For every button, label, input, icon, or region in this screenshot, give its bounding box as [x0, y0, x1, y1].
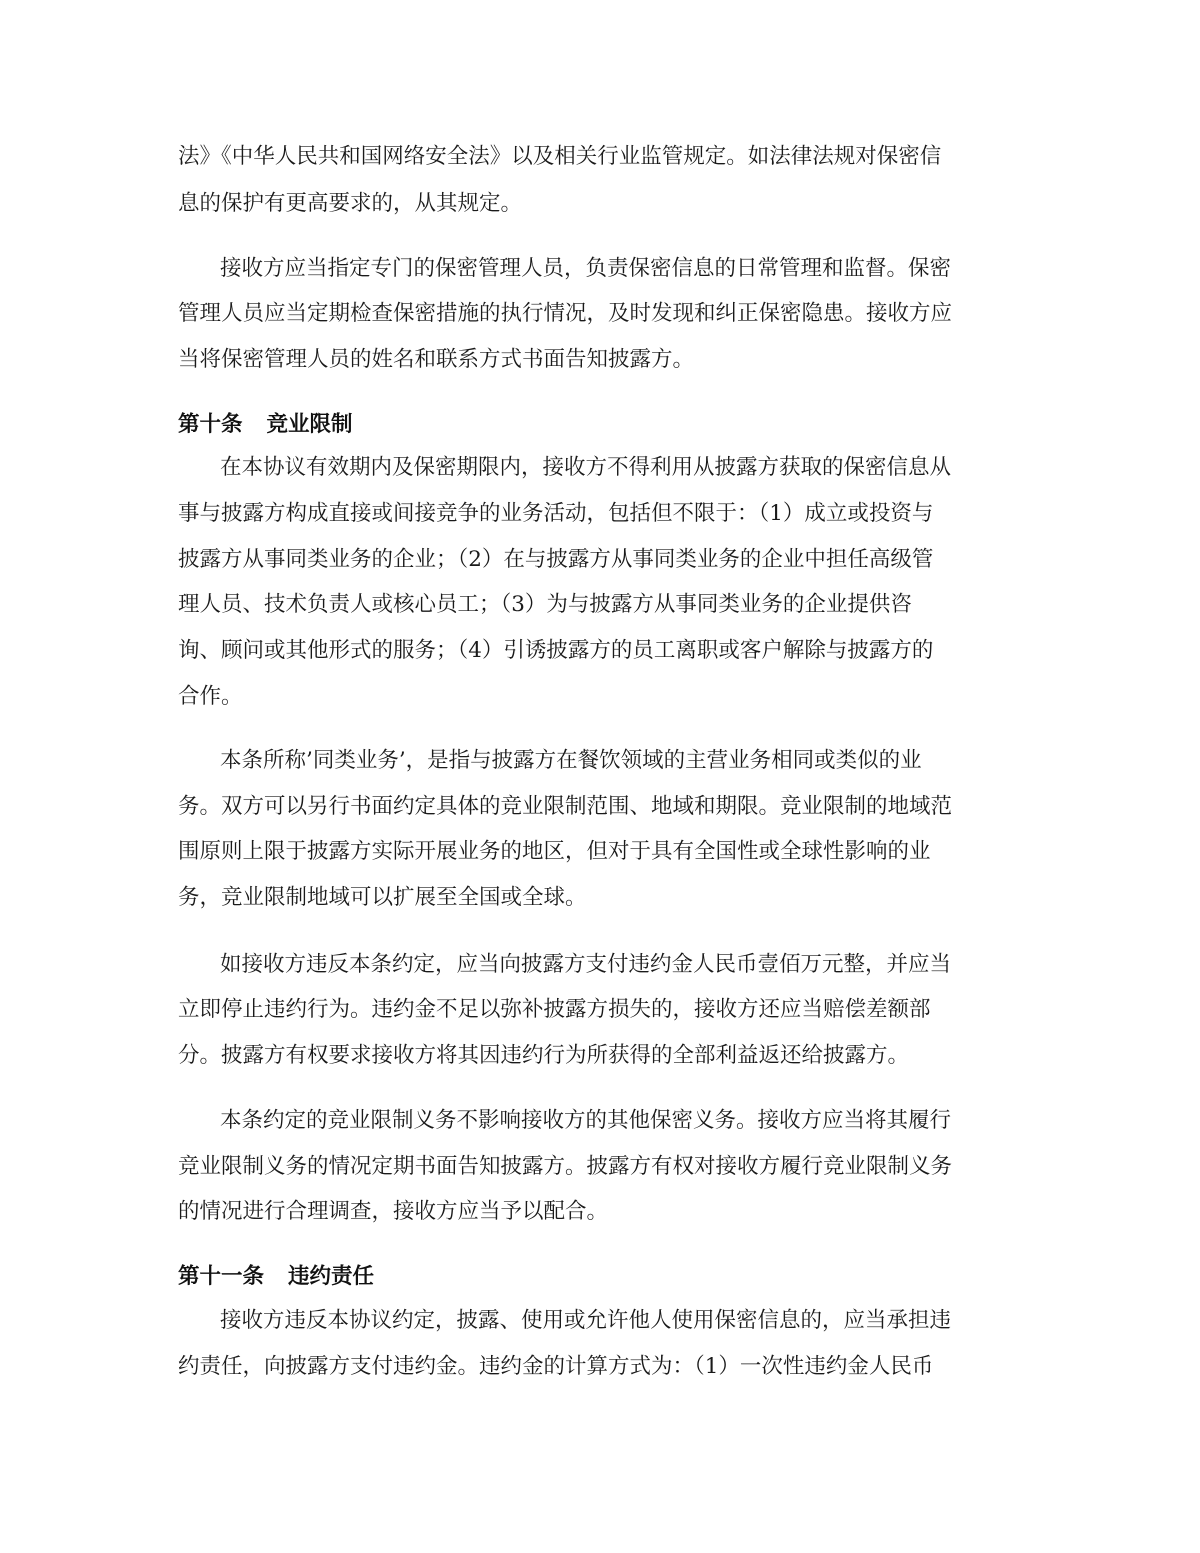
paragraph-line: 事与披露方构成直接或间接竞争的业务活动，包括但不限于：（1）成立或投资与	[178, 501, 934, 526]
article-number: 第十一条	[178, 1264, 265, 1289]
paragraph-line: 本条所称’同类业务’，是指与披露方在餐饮领域的主营业务相同或类似的业	[220, 748, 922, 773]
paragraph-line: 分。披露方有权要求接收方将其因违约行为所获得的全部利益返还给披露方。	[178, 1043, 910, 1068]
paragraph-line: 务。双方可以另行书面约定具体的竞业限制范围、地域和期限。竞业限制的地域范	[178, 794, 953, 819]
paragraph-line: 竞业限制义务的情况定期书面告知披露方。披露方有权对接收方履行竞业限制义务	[178, 1154, 953, 1179]
paragraph-line: 息的保护有更高要求的，从其规定。	[178, 191, 523, 216]
section-heading-article-10	[178, 410, 353, 440]
paragraph-line: 在本协议有效期内及保密期限内，接收方不得利用从披露方获取的保密信息从	[220, 455, 952, 480]
article-number: 第十条	[178, 412, 243, 437]
article-title: 违约责任	[288, 1264, 375, 1289]
paragraph-line: 管理人员应当定期检查保密措施的执行情况，及时发现和纠正保密隐患。接收方应	[178, 301, 953, 326]
paragraph-line: 接收方违反本协议约定，披露、使用或允许他人使用保密信息的，应当承担违	[220, 1308, 952, 1333]
paragraph-line: 法》《中华人民共和国网络安全法》以及相关行业监管规定。如法律法规对保密信	[178, 144, 942, 169]
paragraph-line: 本条约定的竞业限制义务不影响接收方的其他保密义务。接收方应当将其履行	[220, 1108, 952, 1133]
paragraph-line: 务，竞业限制地域可以扩展至全国或全球。	[178, 885, 587, 910]
paragraph-line: 约责任，向披露方支付违约金。违约金的计算方式为：（1）一次性违约金人民币	[178, 1354, 934, 1379]
article-title: 竞业限制	[266, 412, 353, 437]
paragraph-line: 如接收方违反本条约定，应当向披露方支付违约金人民币壹佰万元整，并应当	[220, 952, 952, 977]
paragraph-line: 立即停止违约行为。违约金不足以弥补披露方损失的，接收方还应当赔偿差额部	[178, 997, 931, 1022]
paragraph-line: 询、顾问或其他形式的服务；（4）引诱披露方的员工离职或客户解除与披露方的	[178, 638, 934, 663]
paragraph-line: 合作。	[178, 684, 243, 709]
section-heading-article-11	[178, 1262, 374, 1292]
paragraph-line: 披露方从事同类业务的企业；（2）在与披露方从事同类业务的企业中担任高级管	[178, 547, 934, 572]
paragraph-line: 的情况进行合理调查，接收方应当予以配合。	[178, 1199, 609, 1224]
paragraph-line: 当将保密管理人员的姓名和联系方式书面告知披露方。	[178, 347, 695, 372]
paragraph-line: 接收方应当指定专门的保密管理人员，负责保密信息的日常管理和监督。保密	[220, 256, 952, 281]
paragraph-line: 围原则上限于披露方实际开展业务的地区，但对于具有全国性或全球性影响的业	[178, 839, 931, 864]
paragraph-line: 理人员、技术负责人或核心员工；（3）为与披露方从事同类业务的企业提供咨	[178, 592, 912, 617]
